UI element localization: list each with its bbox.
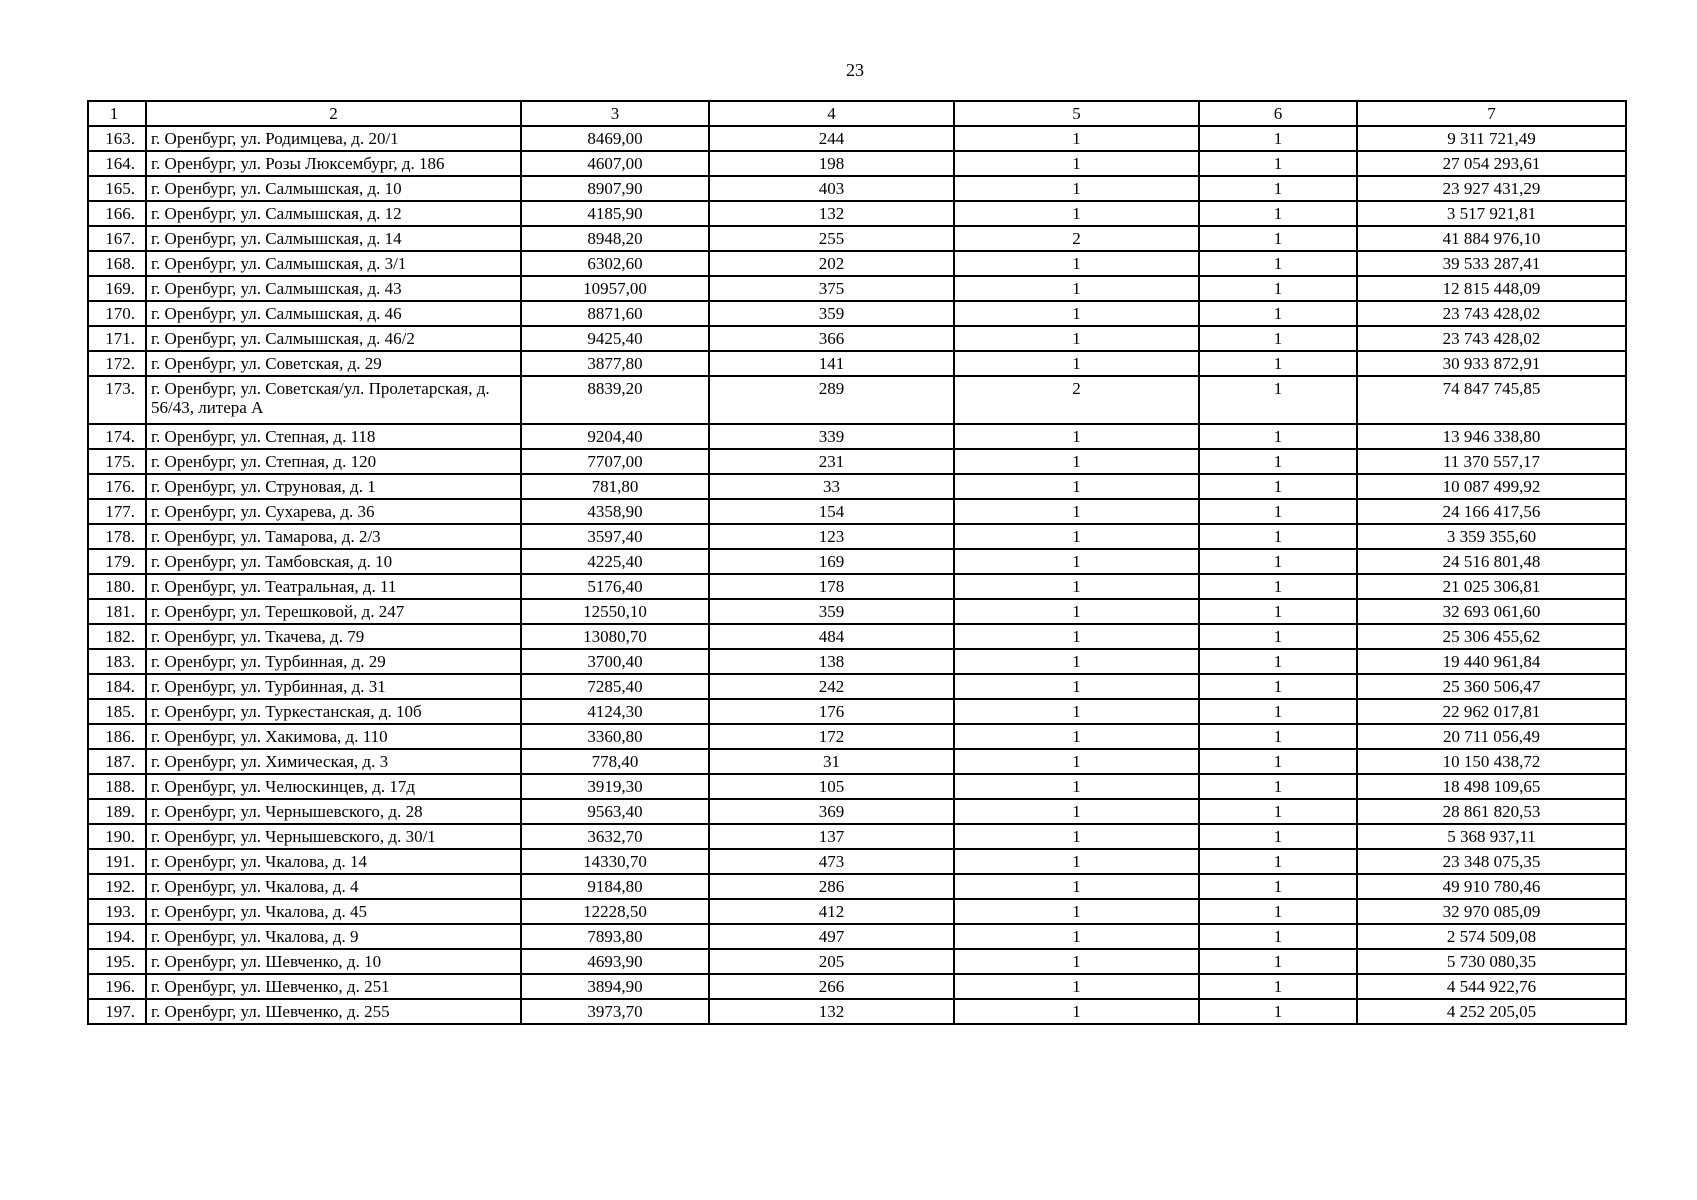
- area-cell: 6302,60: [521, 251, 709, 276]
- col5-cell: 1: [954, 924, 1199, 949]
- address-cell: г. Оренбург, ул. Родимцева, д. 20/1: [146, 126, 521, 151]
- amount-cell: 39 533 287,41: [1357, 251, 1626, 276]
- col6-cell: 1: [1199, 649, 1357, 674]
- table-row: [88, 499, 1626, 524]
- residents-cell: 255: [709, 226, 954, 251]
- col6-cell: 1: [1199, 201, 1357, 226]
- area-cell: 10957,00: [521, 276, 709, 301]
- area-cell: 3894,90: [521, 974, 709, 999]
- address-cell: г. Оренбург, ул. Туркестанская, д. 10б: [146, 699, 521, 724]
- amount-cell: 4 252 205,05: [1357, 999, 1626, 1024]
- area-cell: 4124,30: [521, 699, 709, 724]
- residents-cell: 33: [709, 474, 954, 499]
- table-row: [88, 824, 1626, 849]
- row-number-cell: 170.: [88, 301, 146, 326]
- row-number-cell: 186.: [88, 724, 146, 749]
- column-number-cell: 4: [709, 101, 954, 126]
- col6-cell: 1: [1199, 624, 1357, 649]
- residents-cell: 176: [709, 699, 954, 724]
- table-row: [88, 126, 1626, 151]
- area-cell: 3700,40: [521, 649, 709, 674]
- area-cell: 4358,90: [521, 499, 709, 524]
- col6-cell: 1: [1199, 699, 1357, 724]
- col6-cell: 1: [1199, 151, 1357, 176]
- col5-cell: 1: [954, 424, 1199, 449]
- amount-cell: 9 311 721,49: [1357, 126, 1626, 151]
- area-cell: 3877,80: [521, 351, 709, 376]
- address-cell: г. Оренбург, ул. Чкалова, д. 14: [146, 849, 521, 874]
- col6-cell: 1: [1199, 574, 1357, 599]
- residents-cell: 178: [709, 574, 954, 599]
- row-number-cell: 164.: [88, 151, 146, 176]
- col6-cell: 1: [1199, 824, 1357, 849]
- row-number-cell: 190.: [88, 824, 146, 849]
- area-cell: 4607,00: [521, 151, 709, 176]
- residents-cell: 202: [709, 251, 954, 276]
- col5-cell: 1: [954, 301, 1199, 326]
- table-row: [88, 924, 1626, 949]
- area-cell: 7707,00: [521, 449, 709, 474]
- col6-cell: 1: [1199, 351, 1357, 376]
- address-cell: г. Оренбург, ул. Чернышевского, д. 30/1: [146, 824, 521, 849]
- table-row: [88, 599, 1626, 624]
- col6-cell: 1: [1199, 749, 1357, 774]
- row-number-cell: 182.: [88, 624, 146, 649]
- address-cell: г. Оренбург, ул. Турбинная, д. 31: [146, 674, 521, 699]
- address-cell: г. Оренбург, ул. Челюскинцев, д. 17д: [146, 774, 521, 799]
- col6-cell: 1: [1199, 674, 1357, 699]
- table-row: [88, 999, 1626, 1024]
- table-row: [88, 899, 1626, 924]
- table-row: [88, 351, 1626, 376]
- page-number: 23: [846, 60, 864, 80]
- amount-cell: 23 743 428,02: [1357, 326, 1626, 351]
- area-cell: 8948,20: [521, 226, 709, 251]
- area-cell: 14330,70: [521, 849, 709, 874]
- col5-cell: 1: [954, 276, 1199, 301]
- col6-cell: 1: [1199, 599, 1357, 624]
- col6-cell: 1: [1199, 251, 1357, 276]
- row-number-cell: 169.: [88, 276, 146, 301]
- amount-cell: 28 861 820,53: [1357, 799, 1626, 824]
- row-number-cell: 185.: [88, 699, 146, 724]
- area-cell: 4225,40: [521, 549, 709, 574]
- col6-cell: 1: [1199, 524, 1357, 549]
- table-row: [88, 849, 1626, 874]
- column-number-row: [88, 101, 1626, 126]
- area-cell: 9563,40: [521, 799, 709, 824]
- col5-cell: 1: [954, 176, 1199, 201]
- amount-cell: 2 574 509,08: [1357, 924, 1626, 949]
- table-row: [88, 799, 1626, 824]
- residents-cell: 369: [709, 799, 954, 824]
- residents-cell: 105: [709, 774, 954, 799]
- table-row: [88, 474, 1626, 499]
- amount-cell: 4 544 922,76: [1357, 974, 1626, 999]
- col5-cell: 1: [954, 549, 1199, 574]
- area-cell: 3360,80: [521, 724, 709, 749]
- col6-cell: 1: [1199, 326, 1357, 351]
- col5-cell: 1: [954, 949, 1199, 974]
- row-number-cell: 173.: [88, 376, 146, 424]
- amount-cell: 32 693 061,60: [1357, 599, 1626, 624]
- table-row: [88, 326, 1626, 351]
- residents-cell: 231: [709, 449, 954, 474]
- residents-cell: 375: [709, 276, 954, 301]
- table-row: [88, 624, 1626, 649]
- table-row: [88, 151, 1626, 176]
- amount-cell: 5 730 080,35: [1357, 949, 1626, 974]
- col5-cell: 1: [954, 599, 1199, 624]
- residents-cell: 412: [709, 899, 954, 924]
- residents-cell: 484: [709, 624, 954, 649]
- col6-cell: 1: [1199, 774, 1357, 799]
- registry-table: [87, 100, 1627, 1025]
- col5-cell: 1: [954, 326, 1199, 351]
- amount-cell: 23 927 431,29: [1357, 176, 1626, 201]
- amount-cell: 25 306 455,62: [1357, 624, 1626, 649]
- address-cell: г. Оренбург, ул. Турбинная, д. 29: [146, 649, 521, 674]
- area-cell: 4693,90: [521, 949, 709, 974]
- residents-cell: 169: [709, 549, 954, 574]
- row-number-cell: 174.: [88, 424, 146, 449]
- col6-cell: 1: [1199, 126, 1357, 151]
- residents-cell: 141: [709, 351, 954, 376]
- col6-cell: 1: [1199, 799, 1357, 824]
- area-cell: 12550,10: [521, 599, 709, 624]
- row-number-cell: 194.: [88, 924, 146, 949]
- address-cell: г. Оренбург, ул. Салмышская, д. 43: [146, 276, 521, 301]
- amount-cell: 22 962 017,81: [1357, 699, 1626, 724]
- column-number-cell: 6: [1199, 101, 1357, 126]
- address-cell: г. Оренбург, ул. Салмышская, д. 14: [146, 226, 521, 251]
- residents-cell: 198: [709, 151, 954, 176]
- column-number-cell: 7: [1357, 101, 1626, 126]
- area-cell: 9425,40: [521, 326, 709, 351]
- address-cell: г. Оренбург, ул. Чкалова, д. 45: [146, 899, 521, 924]
- table-row: [88, 749, 1626, 774]
- residents-cell: 244: [709, 126, 954, 151]
- col6-cell: 1: [1199, 724, 1357, 749]
- row-number-cell: 179.: [88, 549, 146, 574]
- address-cell: г. Оренбург, ул. Салмышская, д. 10: [146, 176, 521, 201]
- address-cell: г. Оренбург, ул. Салмышская, д. 3/1: [146, 251, 521, 276]
- address-cell: г. Оренбург, ул. Чернышевского, д. 28: [146, 799, 521, 824]
- col6-cell: 1: [1199, 849, 1357, 874]
- column-number-cell: 5: [954, 101, 1199, 126]
- residents-cell: 138: [709, 649, 954, 674]
- row-number-cell: 195.: [88, 949, 146, 974]
- address-cell: г. Оренбург, ул. Тамбовская, д. 10: [146, 549, 521, 574]
- amount-cell: 20 711 056,49: [1357, 724, 1626, 749]
- col5-cell: 1: [954, 151, 1199, 176]
- residents-cell: 497: [709, 924, 954, 949]
- table-row: [88, 424, 1626, 449]
- row-number-cell: 166.: [88, 201, 146, 226]
- residents-cell: 359: [709, 599, 954, 624]
- col6-cell: 1: [1199, 301, 1357, 326]
- amount-cell: 21 025 306,81: [1357, 574, 1626, 599]
- address-cell: г. Оренбург, ул. Советская, д. 29: [146, 351, 521, 376]
- col5-cell: 1: [954, 624, 1199, 649]
- table-row: [88, 524, 1626, 549]
- table-row: [88, 574, 1626, 599]
- col5-cell: 1: [954, 201, 1199, 226]
- table-row: [88, 874, 1626, 899]
- residents-cell: 242: [709, 674, 954, 699]
- address-cell: г. Оренбург, ул. Ткачева, д. 79: [146, 624, 521, 649]
- address-cell: г. Оренбург, ул. Чкалова, д. 9: [146, 924, 521, 949]
- address-cell: г. Оренбург, ул. Хакимова, д. 110: [146, 724, 521, 749]
- col5-cell: 1: [954, 449, 1199, 474]
- col5-cell: 1: [954, 524, 1199, 549]
- address-cell: г. Оренбург, ул. Салмышская, д. 46: [146, 301, 521, 326]
- residents-cell: 205: [709, 949, 954, 974]
- col6-cell: 1: [1199, 924, 1357, 949]
- column-number-cell: 3: [521, 101, 709, 126]
- table-row: [88, 649, 1626, 674]
- col5-cell: 2: [954, 376, 1199, 424]
- amount-cell: 74 847 745,85: [1357, 376, 1626, 424]
- table-row: [88, 549, 1626, 574]
- amount-cell: 13 946 338,80: [1357, 424, 1626, 449]
- table-row: [88, 301, 1626, 326]
- residents-cell: 31: [709, 749, 954, 774]
- col6-cell: 1: [1199, 999, 1357, 1024]
- address-cell: г. Оренбург, ул. Степная, д. 118: [146, 424, 521, 449]
- area-cell: 5176,40: [521, 574, 709, 599]
- address-cell: г. Оренбург, ул. Химическая, д. 3: [146, 749, 521, 774]
- table-row: [88, 176, 1626, 201]
- row-number-cell: 176.: [88, 474, 146, 499]
- residents-cell: 132: [709, 201, 954, 226]
- col5-cell: 1: [954, 699, 1199, 724]
- area-cell: 9184,80: [521, 874, 709, 899]
- col5-cell: 1: [954, 474, 1199, 499]
- area-cell: 8871,60: [521, 301, 709, 326]
- col6-cell: 1: [1199, 376, 1357, 424]
- row-number-cell: 168.: [88, 251, 146, 276]
- row-number-cell: 184.: [88, 674, 146, 699]
- amount-cell: 23 743 428,02: [1357, 301, 1626, 326]
- col6-cell: 1: [1199, 226, 1357, 251]
- residents-cell: 123: [709, 524, 954, 549]
- area-cell: 3597,40: [521, 524, 709, 549]
- residents-cell: 286: [709, 874, 954, 899]
- row-number-cell: 172.: [88, 351, 146, 376]
- col6-cell: 1: [1199, 474, 1357, 499]
- table-row: [88, 376, 1626, 424]
- col6-cell: 1: [1199, 874, 1357, 899]
- col6-cell: 1: [1199, 974, 1357, 999]
- row-number-cell: 191.: [88, 849, 146, 874]
- col5-cell: 1: [954, 799, 1199, 824]
- col5-cell: 1: [954, 999, 1199, 1024]
- col5-cell: 1: [954, 774, 1199, 799]
- area-cell: 7285,40: [521, 674, 709, 699]
- row-number-cell: 177.: [88, 499, 146, 524]
- address-cell: г. Оренбург, ул. Салмышская, д. 46/2: [146, 326, 521, 351]
- table-row: [88, 949, 1626, 974]
- residents-cell: 172: [709, 724, 954, 749]
- table-row: [88, 251, 1626, 276]
- area-cell: 8469,00: [521, 126, 709, 151]
- col5-cell: 1: [954, 899, 1199, 924]
- col5-cell: 1: [954, 849, 1199, 874]
- col5-cell: 1: [954, 874, 1199, 899]
- amount-cell: 11 370 557,17: [1357, 449, 1626, 474]
- row-number-cell: 189.: [88, 799, 146, 824]
- residents-cell: 132: [709, 999, 954, 1024]
- col5-cell: 1: [954, 499, 1199, 524]
- table-row: [88, 674, 1626, 699]
- address-cell: г. Оренбург, ул. Театральная, д. 11: [146, 574, 521, 599]
- row-number-cell: 165.: [88, 176, 146, 201]
- table-row: [88, 724, 1626, 749]
- amount-cell: 25 360 506,47: [1357, 674, 1626, 699]
- area-cell: 7893,80: [521, 924, 709, 949]
- col5-cell: 1: [954, 649, 1199, 674]
- address-cell: г. Оренбург, ул. Степная, д. 120: [146, 449, 521, 474]
- col5-cell: 1: [954, 724, 1199, 749]
- residents-cell: 154: [709, 499, 954, 524]
- amount-cell: 18 498 109,65: [1357, 774, 1626, 799]
- row-number-cell: 178.: [88, 524, 146, 549]
- row-number-cell: 171.: [88, 326, 146, 351]
- col5-cell: 1: [954, 251, 1199, 276]
- col5-cell: 1: [954, 574, 1199, 599]
- col5-cell: 1: [954, 974, 1199, 999]
- row-number-cell: 188.: [88, 774, 146, 799]
- table-row: [88, 699, 1626, 724]
- table-row: [88, 974, 1626, 999]
- address-cell: г. Оренбург, ул. Шевченко, д. 10: [146, 949, 521, 974]
- residents-cell: 473: [709, 849, 954, 874]
- residents-cell: 366: [709, 326, 954, 351]
- area-cell: 13080,70: [521, 624, 709, 649]
- col5-cell: 1: [954, 749, 1199, 774]
- col6-cell: 1: [1199, 276, 1357, 301]
- address-cell: г. Оренбург, ул. Терешковой, д. 247: [146, 599, 521, 624]
- col5-cell: 1: [954, 674, 1199, 699]
- address-cell: г. Оренбург, ул. Струновая, д. 1: [146, 474, 521, 499]
- amount-cell: 19 440 961,84: [1357, 649, 1626, 674]
- residents-cell: 403: [709, 176, 954, 201]
- area-cell: 9204,40: [521, 424, 709, 449]
- residents-cell: 289: [709, 376, 954, 424]
- table-row: [88, 201, 1626, 226]
- area-cell: 781,80: [521, 474, 709, 499]
- row-number-cell: 193.: [88, 899, 146, 924]
- amount-cell: 23 348 075,35: [1357, 849, 1626, 874]
- col5-cell: 1: [954, 126, 1199, 151]
- area-cell: 778,40: [521, 749, 709, 774]
- residents-cell: 137: [709, 824, 954, 849]
- col6-cell: 1: [1199, 899, 1357, 924]
- residents-cell: 339: [709, 424, 954, 449]
- row-number-cell: 187.: [88, 749, 146, 774]
- row-number-cell: 167.: [88, 226, 146, 251]
- column-number-cell: 2: [146, 101, 521, 126]
- amount-cell: 10 150 438,72: [1357, 749, 1626, 774]
- area-cell: 12228,50: [521, 899, 709, 924]
- address-cell: г. Оренбург, ул. Сухарева, д. 36: [146, 499, 521, 524]
- address-cell: г. Оренбург, ул. Шевченко, д. 255: [146, 999, 521, 1024]
- table-row: [88, 276, 1626, 301]
- address-cell: г. Оренбург, ул. Розы Люксембург, д. 186: [146, 151, 521, 176]
- amount-cell: 10 087 499,92: [1357, 474, 1626, 499]
- row-number-cell: 196.: [88, 974, 146, 999]
- amount-cell: 3 517 921,81: [1357, 201, 1626, 226]
- amount-cell: 32 970 085,09: [1357, 899, 1626, 924]
- row-number-cell: 175.: [88, 449, 146, 474]
- address-cell: г. Оренбург, ул. Шевченко, д. 251: [146, 974, 521, 999]
- row-number-cell: 192.: [88, 874, 146, 899]
- col6-cell: 1: [1199, 949, 1357, 974]
- row-number-cell: 183.: [88, 649, 146, 674]
- address-cell: г. Оренбург, ул. Салмышская, д. 12: [146, 201, 521, 226]
- residents-cell: 266: [709, 974, 954, 999]
- col5-cell: 1: [954, 824, 1199, 849]
- amount-cell: 49 910 780,46: [1357, 874, 1626, 899]
- row-number-cell: 163.: [88, 126, 146, 151]
- col6-cell: 1: [1199, 176, 1357, 201]
- col6-cell: 1: [1199, 499, 1357, 524]
- area-cell: 3919,30: [521, 774, 709, 799]
- amount-cell: 24 166 417,56: [1357, 499, 1626, 524]
- table-row: [88, 774, 1626, 799]
- amount-cell: 5 368 937,11: [1357, 824, 1626, 849]
- table-body: [88, 126, 1626, 1024]
- address-cell: г. Оренбург, ул. Чкалова, д. 4: [146, 874, 521, 899]
- residents-cell: 359: [709, 301, 954, 326]
- amount-cell: 24 516 801,48: [1357, 549, 1626, 574]
- area-cell: 4185,90: [521, 201, 709, 226]
- table-row: [88, 226, 1626, 251]
- row-number-cell: 181.: [88, 599, 146, 624]
- amount-cell: 12 815 448,09: [1357, 276, 1626, 301]
- row-number-cell: 180.: [88, 574, 146, 599]
- amount-cell: 3 359 355,60: [1357, 524, 1626, 549]
- amount-cell: 41 884 976,10: [1357, 226, 1626, 251]
- col6-cell: 1: [1199, 449, 1357, 474]
- area-cell: 3973,70: [521, 999, 709, 1024]
- area-cell: 3632,70: [521, 824, 709, 849]
- col5-cell: 2: [954, 226, 1199, 251]
- col5-cell: 1: [954, 351, 1199, 376]
- address-cell: г. Оренбург, ул. Советская/ул. Пролетарская, д. 56/43, литера А: [146, 376, 521, 424]
- column-number-cell: 1: [88, 101, 146, 126]
- address-cell: г. Оренбург, ул. Тамарова, д. 2/3: [146, 524, 521, 549]
- area-cell: 8839,20: [521, 376, 709, 424]
- col6-cell: 1: [1199, 549, 1357, 574]
- amount-cell: 30 933 872,91: [1357, 351, 1626, 376]
- row-number-cell: 197.: [88, 999, 146, 1024]
- col6-cell: 1: [1199, 424, 1357, 449]
- area-cell: 8907,90: [521, 176, 709, 201]
- table-row: [88, 449, 1626, 474]
- amount-cell: 27 054 293,61: [1357, 151, 1626, 176]
